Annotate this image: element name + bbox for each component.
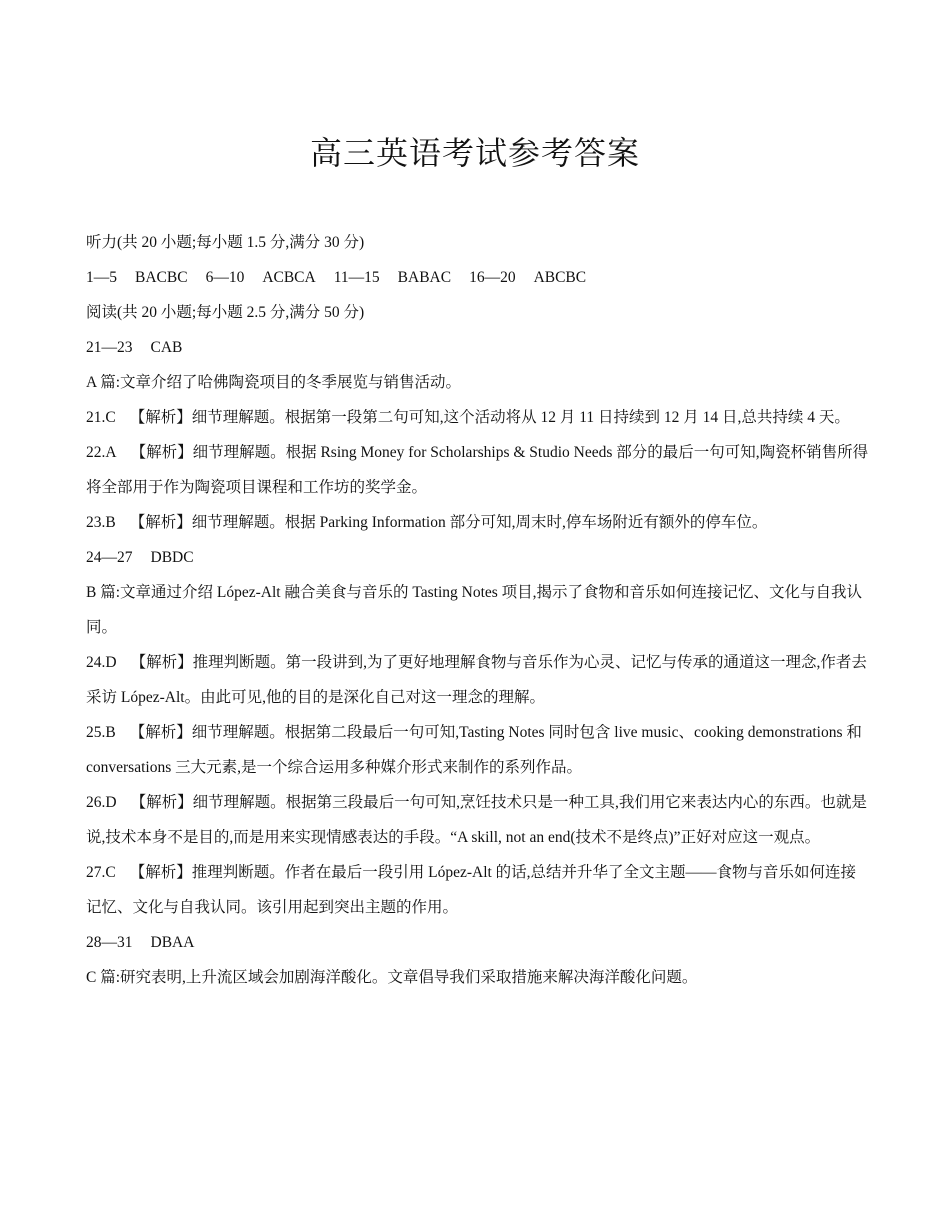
question-number: 26.D	[86, 794, 117, 811]
section-a-summary: A 篇:文章介绍了哈佛陶瓷项目的冬季展览与销售活动。	[86, 374, 462, 391]
explanation-text: 细节理解题。根据 Parking Information 部分可知,周末时,停车场附近有额外的停车位。	[191, 514, 768, 531]
section-b-summary: B 篇:文章通过介绍 López-Alt 融合美食与音乐的 Tasting Notes 项目,揭示了食物和音乐如何连接记忆、文化与自我认同。	[86, 584, 863, 636]
explanation-text: 推理判断题。作者在最后一段引用 López-Alt 的话,总结并升华了全文主题——食物与音乐如何连接记忆、文化与自我认同。该引用起到突出主题的作用。	[86, 864, 857, 916]
document-body	[86, 225, 870, 995]
explanation-tag: 【解析】	[130, 444, 193, 461]
answer-keys: ABCBC	[533, 269, 587, 286]
question-number: 22.A	[86, 444, 117, 461]
explanation-27	[86, 855, 870, 925]
explanation-tag: 【解析】	[130, 794, 193, 811]
page-title: 高三英语考试参考答案	[309, 135, 640, 171]
answer-range: 16—20	[469, 269, 516, 286]
explanation-23	[86, 505, 870, 540]
section-b-answers	[86, 540, 870, 575]
answer-keys: BACBC	[135, 269, 188, 286]
explanation-26	[86, 785, 870, 855]
explanation-text: 细节理解题。根据第二段最后一句可知,Tasting Notes 同时包含 live music、cooking demonstrations 和 conversations 三大元素,是一个综合运用多种媒介形式来制作的系列作品。	[86, 724, 862, 776]
explanation-text: 细节理解题。根据第一段第二句可知,这个活动将从 12 月 11 日持续到 12 月 14 日,总共持续 4 天。	[191, 409, 850, 426]
answer-keys: CAB	[150, 339, 183, 356]
explanation-tag: 【解析】	[130, 654, 193, 671]
explanation-tag: 【解析】	[129, 864, 192, 881]
question-number: 21.C	[86, 409, 116, 426]
answer-keys: BABAC	[397, 269, 452, 286]
answer-range: 21—23	[86, 339, 133, 356]
section-a-answers	[86, 330, 870, 365]
question-number: 24.D	[86, 654, 117, 671]
question-number: 27.C	[86, 864, 116, 881]
explanation-tag: 【解析】	[129, 409, 192, 426]
listening-header: 听力(共 20 小题;每小题 1.5 分,满分 30 分)	[86, 234, 365, 251]
answer-range: 6—10	[205, 269, 245, 286]
answer-keys: ACBCA	[262, 269, 316, 286]
explanation-text: 细节理解题。根据 Rsing Money for Scholarships & Studio Needs 部分的最后一句可知,陶瓷杯销售所得将全部用于作为陶瓷项目课程和工作坊的奖学金。	[86, 444, 869, 496]
section-c-summary: C 篇:研究表明,上升流区域会加剧海洋酸化。文章倡导我们采取措施来解决海洋酸化问题。	[86, 969, 698, 986]
explanation-tag: 【解析】	[129, 514, 192, 531]
explanation-21	[86, 400, 870, 435]
explanation-24	[86, 645, 870, 715]
explanation-25	[86, 715, 870, 785]
question-number: 25.B	[86, 724, 116, 741]
answer-keys: DBDC	[150, 549, 194, 566]
reading-header: 阅读(共 20 小题;每小题 2.5 分,满分 50 分)	[86, 304, 365, 321]
listening-answers	[86, 260, 870, 295]
answer-range: 1—5	[86, 269, 117, 286]
section-c-answers	[86, 925, 870, 960]
answer-range: 24—27	[86, 549, 133, 566]
question-number: 23.B	[86, 514, 116, 531]
answer-range: 11—15	[333, 269, 380, 286]
explanation-text: 细节理解题。根据第三段最后一句可知,烹饪技术只是一种工具,我们用它来表达内心的东西。也就是说,技术本身不是目的,而是用来实现情感表达的手段。“A skill, not an end(技术不是终点)”正好对应这一观点。	[86, 794, 867, 846]
explanation-tag: 【解析】	[129, 724, 192, 741]
answer-keys: DBAA	[150, 934, 195, 951]
explanation-text: 推理判断题。第一段讲到,为了更好地理解食物与音乐作为心灵、记忆与传承的通道这一理念,作者去采访 López-Alt。由此可见,他的目的是深化自己对这一理念的理解。	[86, 654, 867, 706]
answer-range: 28—31	[86, 934, 133, 951]
explanation-22	[86, 435, 870, 505]
